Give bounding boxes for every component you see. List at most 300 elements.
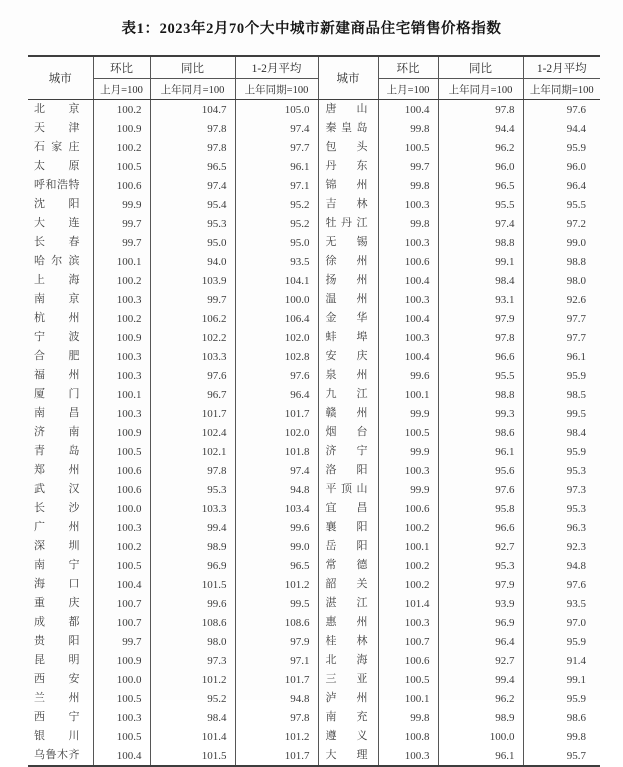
value-cell: 100.5 bbox=[93, 442, 150, 461]
value-cell: 100.4 bbox=[93, 746, 150, 766]
value-cell: 91.4 bbox=[523, 651, 600, 670]
city-cell bbox=[318, 461, 378, 480]
value-cell: 103.3 bbox=[150, 499, 235, 518]
value-cell: 102.2 bbox=[150, 328, 235, 347]
value-cell: 99.5 bbox=[523, 404, 600, 423]
value-cell: 99.8 bbox=[523, 727, 600, 746]
value-cell: 96.1 bbox=[235, 157, 318, 176]
value-cell: 100.8 bbox=[378, 727, 438, 746]
table-row bbox=[28, 518, 600, 537]
city-name: 福州 bbox=[34, 369, 80, 381]
value-cell: 98.0 bbox=[523, 271, 600, 290]
value-cell: 96.7 bbox=[150, 385, 235, 404]
city-name: 无锡 bbox=[325, 236, 368, 248]
value-cell: 98.4 bbox=[523, 423, 600, 442]
value-cell: 100.2 bbox=[93, 100, 150, 120]
value-cell: 99.6 bbox=[235, 518, 318, 537]
value-cell: 97.8 bbox=[235, 708, 318, 727]
city-name: 成都 bbox=[34, 616, 80, 628]
value-cell: 100.5 bbox=[378, 423, 438, 442]
city-cell bbox=[28, 366, 93, 385]
value-cell: 100.7 bbox=[378, 632, 438, 651]
value-cell: 97.2 bbox=[523, 214, 600, 233]
city-name: 扬州 bbox=[325, 274, 368, 286]
city-name: 烟台 bbox=[325, 426, 368, 438]
value-cell: 100.9 bbox=[93, 651, 150, 670]
value-cell: 98.0 bbox=[150, 632, 235, 651]
city-cell bbox=[28, 537, 93, 556]
value-cell: 100.3 bbox=[93, 366, 150, 385]
value-cell: 96.1 bbox=[438, 442, 523, 461]
value-cell: 100.3 bbox=[93, 347, 150, 366]
table-row bbox=[28, 233, 600, 252]
value-cell: 100.5 bbox=[378, 670, 438, 689]
table-row bbox=[28, 271, 600, 290]
value-cell: 108.6 bbox=[150, 613, 235, 632]
value-cell: 100.7 bbox=[93, 594, 150, 613]
value-cell: 106.4 bbox=[235, 309, 318, 328]
city-name: 宁波 bbox=[34, 331, 80, 343]
value-cell: 100.6 bbox=[378, 499, 438, 518]
value-cell: 97.9 bbox=[438, 309, 523, 328]
city-name: 秦皇岛 bbox=[325, 122, 368, 134]
city-cell bbox=[318, 537, 378, 556]
city-name: 上海 bbox=[34, 274, 80, 286]
city-cell bbox=[28, 309, 93, 328]
value-cell: 99.9 bbox=[378, 442, 438, 461]
table-row bbox=[28, 442, 600, 461]
value-cell: 95.9 bbox=[523, 689, 600, 708]
value-cell: 100.2 bbox=[378, 556, 438, 575]
city-cell bbox=[318, 385, 378, 404]
value-cell: 100.1 bbox=[378, 385, 438, 404]
value-cell: 96.4 bbox=[235, 385, 318, 404]
value-cell: 95.3 bbox=[150, 480, 235, 499]
city-cell bbox=[318, 214, 378, 233]
table-row bbox=[28, 670, 600, 689]
city-name: 牡丹江 bbox=[325, 217, 368, 229]
city-cell bbox=[318, 119, 378, 138]
value-cell: 93.1 bbox=[438, 290, 523, 309]
city-cell bbox=[28, 176, 93, 195]
table-row bbox=[28, 689, 600, 708]
value-cell: 99.0 bbox=[523, 233, 600, 252]
city-name: 宜昌 bbox=[325, 502, 368, 514]
value-cell: 95.4 bbox=[150, 195, 235, 214]
value-cell: 95.6 bbox=[438, 461, 523, 480]
city-cell bbox=[318, 328, 378, 347]
table-row bbox=[28, 290, 600, 309]
city-cell bbox=[318, 613, 378, 632]
table-row bbox=[28, 385, 600, 404]
city-cell bbox=[28, 499, 93, 518]
value-cell: 100.4 bbox=[378, 309, 438, 328]
value-cell: 100.6 bbox=[378, 252, 438, 271]
value-cell: 97.7 bbox=[523, 309, 600, 328]
table-row bbox=[28, 309, 600, 328]
value-cell: 97.9 bbox=[235, 632, 318, 651]
column-header-mom-right: 环比 bbox=[378, 56, 438, 79]
value-cell: 100.6 bbox=[378, 651, 438, 670]
table-row bbox=[28, 613, 600, 632]
value-cell: 95.0 bbox=[150, 233, 235, 252]
value-cell: 99.5 bbox=[235, 594, 318, 613]
value-cell: 100.4 bbox=[93, 575, 150, 594]
value-cell: 100.2 bbox=[378, 518, 438, 537]
value-cell: 101.4 bbox=[378, 594, 438, 613]
city-name: 海口 bbox=[34, 578, 80, 590]
value-cell: 97.1 bbox=[235, 651, 318, 670]
value-cell: 101.2 bbox=[150, 670, 235, 689]
city-name: 石家庄 bbox=[34, 141, 80, 153]
table-row bbox=[28, 499, 600, 518]
value-cell: 99.1 bbox=[523, 670, 600, 689]
value-cell: 96.0 bbox=[438, 157, 523, 176]
city-name: 太原 bbox=[34, 160, 80, 172]
value-cell: 97.6 bbox=[150, 366, 235, 385]
value-cell: 100.2 bbox=[93, 537, 150, 556]
price-index-table bbox=[28, 55, 600, 767]
value-cell: 99.9 bbox=[378, 404, 438, 423]
value-cell: 100.9 bbox=[93, 328, 150, 347]
value-cell: 96.1 bbox=[438, 746, 523, 766]
value-cell: 95.9 bbox=[523, 442, 600, 461]
city-cell bbox=[28, 632, 93, 651]
city-cell bbox=[28, 651, 93, 670]
value-cell: 94.8 bbox=[523, 556, 600, 575]
value-cell: 97.6 bbox=[438, 480, 523, 499]
value-cell: 96.6 bbox=[438, 347, 523, 366]
value-cell: 97.4 bbox=[235, 461, 318, 480]
table-row bbox=[28, 366, 600, 385]
value-cell: 100.5 bbox=[378, 138, 438, 157]
value-cell: 100.5 bbox=[93, 157, 150, 176]
value-cell: 101.5 bbox=[150, 746, 235, 766]
value-cell: 101.7 bbox=[235, 746, 318, 766]
header-row-sub bbox=[28, 79, 600, 100]
value-cell: 96.9 bbox=[150, 556, 235, 575]
value-cell: 100.3 bbox=[378, 461, 438, 480]
value-cell: 98.5 bbox=[523, 385, 600, 404]
city-name: 昆明 bbox=[34, 654, 80, 666]
value-cell: 97.8 bbox=[150, 138, 235, 157]
value-cell: 96.6 bbox=[438, 518, 523, 537]
value-cell: 97.9 bbox=[438, 575, 523, 594]
city-name: 沈阳 bbox=[34, 198, 80, 210]
column-header-avg-left: 1-2月平均 bbox=[235, 56, 318, 79]
value-cell: 100.3 bbox=[378, 290, 438, 309]
value-cell: 99.8 bbox=[378, 214, 438, 233]
value-cell: 94.8 bbox=[235, 689, 318, 708]
city-cell bbox=[318, 252, 378, 271]
value-cell: 100.1 bbox=[378, 689, 438, 708]
value-cell: 98.8 bbox=[523, 252, 600, 271]
city-name: 兰州 bbox=[34, 692, 80, 704]
subheader-avg-left: 上年同期=100 bbox=[235, 79, 318, 100]
city-name: 银川 bbox=[34, 730, 80, 742]
value-cell: 104.7 bbox=[150, 100, 235, 120]
value-cell: 95.5 bbox=[438, 195, 523, 214]
city-name: 长春 bbox=[34, 236, 80, 248]
city-cell bbox=[28, 518, 93, 537]
value-cell: 96.9 bbox=[438, 613, 523, 632]
city-cell bbox=[318, 575, 378, 594]
value-cell: 95.7 bbox=[523, 746, 600, 766]
table-row bbox=[28, 328, 600, 347]
value-cell: 100.5 bbox=[93, 556, 150, 575]
city-cell bbox=[28, 423, 93, 442]
city-name: 泉州 bbox=[325, 369, 368, 381]
value-cell: 100.3 bbox=[378, 746, 438, 766]
city-cell bbox=[28, 157, 93, 176]
value-cell: 97.6 bbox=[235, 366, 318, 385]
value-cell: 95.8 bbox=[438, 499, 523, 518]
city-cell bbox=[318, 499, 378, 518]
city-cell bbox=[318, 708, 378, 727]
city-cell bbox=[28, 119, 93, 138]
value-cell: 103.4 bbox=[235, 499, 318, 518]
value-cell: 103.3 bbox=[150, 347, 235, 366]
value-cell: 95.3 bbox=[438, 556, 523, 575]
subheader-yoy-right: 上年同月=100 bbox=[438, 79, 523, 100]
value-cell: 100.5 bbox=[93, 727, 150, 746]
value-cell: 100.9 bbox=[93, 119, 150, 138]
value-cell: 101.7 bbox=[235, 404, 318, 423]
city-name: 岳阳 bbox=[325, 540, 368, 552]
value-cell: 97.7 bbox=[523, 328, 600, 347]
value-cell: 99.9 bbox=[378, 480, 438, 499]
value-cell: 100.3 bbox=[378, 328, 438, 347]
value-cell: 102.8 bbox=[235, 347, 318, 366]
value-cell: 100.3 bbox=[93, 518, 150, 537]
city-cell bbox=[318, 404, 378, 423]
city-name: 南充 bbox=[325, 711, 368, 723]
value-cell: 100.3 bbox=[93, 290, 150, 309]
city-cell bbox=[318, 670, 378, 689]
value-cell: 100.5 bbox=[93, 689, 150, 708]
value-cell: 99.4 bbox=[150, 518, 235, 537]
value-cell: 99.7 bbox=[378, 157, 438, 176]
value-cell: 100.3 bbox=[378, 613, 438, 632]
city-cell bbox=[28, 670, 93, 689]
city-cell bbox=[28, 347, 93, 366]
city-cell bbox=[28, 214, 93, 233]
city-cell bbox=[318, 689, 378, 708]
table-row bbox=[28, 100, 600, 120]
city-cell bbox=[28, 575, 93, 594]
value-cell: 92.7 bbox=[438, 651, 523, 670]
value-cell: 92.6 bbox=[523, 290, 600, 309]
value-cell: 96.0 bbox=[523, 157, 600, 176]
city-name: 南京 bbox=[34, 293, 80, 305]
table-header bbox=[28, 56, 600, 100]
table-row bbox=[28, 556, 600, 575]
city-cell bbox=[28, 594, 93, 613]
city-cell bbox=[318, 423, 378, 442]
value-cell: 97.4 bbox=[235, 119, 318, 138]
value-cell: 97.3 bbox=[150, 651, 235, 670]
value-cell: 99.8 bbox=[378, 708, 438, 727]
value-cell: 99.7 bbox=[150, 290, 235, 309]
city-cell bbox=[28, 480, 93, 499]
value-cell: 96.1 bbox=[523, 347, 600, 366]
value-cell: 95.3 bbox=[523, 499, 600, 518]
city-name: 湛江 bbox=[325, 597, 368, 609]
table-row bbox=[28, 176, 600, 195]
value-cell: 101.8 bbox=[235, 442, 318, 461]
table-row bbox=[28, 594, 600, 613]
city-cell bbox=[28, 708, 93, 727]
value-cell: 102.4 bbox=[150, 423, 235, 442]
table-row bbox=[28, 423, 600, 442]
table-row bbox=[28, 632, 600, 651]
value-cell: 95.0 bbox=[235, 233, 318, 252]
value-cell: 99.7 bbox=[93, 233, 150, 252]
city-name: 安庆 bbox=[325, 350, 368, 362]
city-name: 北海 bbox=[325, 654, 368, 666]
value-cell: 100.3 bbox=[93, 708, 150, 727]
value-cell: 95.2 bbox=[235, 195, 318, 214]
city-name: 南宁 bbox=[34, 559, 80, 571]
city-name: 韶关 bbox=[325, 578, 368, 590]
value-cell: 95.5 bbox=[438, 366, 523, 385]
value-cell: 95.9 bbox=[523, 632, 600, 651]
city-cell bbox=[318, 746, 378, 766]
value-cell: 100.1 bbox=[93, 252, 150, 271]
header-row-main bbox=[28, 56, 600, 79]
value-cell: 95.3 bbox=[523, 461, 600, 480]
city-name: 大理 bbox=[325, 749, 368, 761]
city-cell bbox=[28, 252, 93, 271]
city-cell bbox=[318, 366, 378, 385]
value-cell: 99.7 bbox=[93, 632, 150, 651]
value-cell: 100.0 bbox=[93, 670, 150, 689]
city-cell bbox=[28, 385, 93, 404]
city-cell bbox=[28, 290, 93, 309]
city-name: 武汉 bbox=[34, 483, 80, 495]
value-cell: 98.4 bbox=[150, 708, 235, 727]
city-cell bbox=[28, 442, 93, 461]
city-cell bbox=[28, 404, 93, 423]
city-cell bbox=[318, 651, 378, 670]
column-header-yoy-right: 同比 bbox=[438, 56, 523, 79]
city-name: 郑州 bbox=[34, 464, 80, 476]
column-header-yoy-left: 同比 bbox=[150, 56, 235, 79]
value-cell: 98.9 bbox=[150, 537, 235, 556]
city-name: 唐山 bbox=[325, 103, 368, 115]
city-cell bbox=[318, 480, 378, 499]
value-cell: 99.9 bbox=[93, 195, 150, 214]
table-row bbox=[28, 575, 600, 594]
subheader-yoy-left: 上年同月=100 bbox=[150, 79, 235, 100]
value-cell: 92.3 bbox=[523, 537, 600, 556]
city-name: 大连 bbox=[34, 217, 80, 229]
city-name: 贵阳 bbox=[34, 635, 80, 647]
value-cell: 97.0 bbox=[523, 613, 600, 632]
value-cell: 97.6 bbox=[523, 575, 600, 594]
value-cell: 100.0 bbox=[235, 290, 318, 309]
value-cell: 100.9 bbox=[93, 423, 150, 442]
city-cell bbox=[318, 195, 378, 214]
city-name: 深圳 bbox=[34, 540, 80, 552]
value-cell: 92.7 bbox=[438, 537, 523, 556]
table-row bbox=[28, 214, 600, 233]
table-row bbox=[28, 347, 600, 366]
city-cell bbox=[28, 328, 93, 347]
city-cell bbox=[318, 157, 378, 176]
city-name: 金华 bbox=[325, 312, 368, 324]
value-cell: 101.4 bbox=[150, 727, 235, 746]
city-name: 丹东 bbox=[325, 160, 368, 172]
city-cell bbox=[318, 556, 378, 575]
city-cell bbox=[28, 233, 93, 252]
city-cell bbox=[318, 271, 378, 290]
city-cell bbox=[28, 689, 93, 708]
value-cell: 100.6 bbox=[93, 480, 150, 499]
city-cell bbox=[318, 347, 378, 366]
city-cell bbox=[28, 461, 93, 480]
value-cell: 97.8 bbox=[438, 328, 523, 347]
table-row bbox=[28, 195, 600, 214]
city-name: 洛阳 bbox=[325, 464, 368, 476]
city-name: 厦门 bbox=[34, 388, 80, 400]
city-name: 青岛 bbox=[34, 445, 80, 457]
city-name: 桂林 bbox=[325, 635, 368, 647]
city-cell bbox=[28, 727, 93, 746]
value-cell: 98.6 bbox=[438, 423, 523, 442]
value-cell: 95.9 bbox=[523, 366, 600, 385]
city-name: 襄阳 bbox=[325, 521, 368, 533]
value-cell: 99.0 bbox=[235, 537, 318, 556]
value-cell: 94.8 bbox=[235, 480, 318, 499]
city-cell bbox=[318, 632, 378, 651]
value-cell: 98.8 bbox=[438, 233, 523, 252]
value-cell: 95.2 bbox=[150, 689, 235, 708]
city-cell bbox=[28, 271, 93, 290]
value-cell: 97.8 bbox=[438, 100, 523, 120]
value-cell: 95.3 bbox=[150, 214, 235, 233]
city-cell bbox=[28, 746, 93, 766]
city-name: 重庆 bbox=[34, 597, 80, 609]
city-name: 天津 bbox=[34, 122, 80, 134]
city-cell bbox=[318, 442, 378, 461]
city-cell bbox=[28, 138, 93, 157]
value-cell: 101.5 bbox=[150, 575, 235, 594]
value-cell: 108.6 bbox=[235, 613, 318, 632]
value-cell: 93.5 bbox=[235, 252, 318, 271]
column-header-mom-left: 环比 bbox=[93, 56, 150, 79]
value-cell: 100.3 bbox=[378, 233, 438, 252]
table-row bbox=[28, 461, 600, 480]
value-cell: 100.0 bbox=[438, 727, 523, 746]
city-name: 乌鲁木齐 bbox=[34, 749, 80, 761]
city-cell bbox=[318, 233, 378, 252]
value-cell: 97.4 bbox=[438, 214, 523, 233]
city-name: 惠州 bbox=[325, 616, 368, 628]
city-cell bbox=[318, 309, 378, 328]
city-name: 包头 bbox=[325, 141, 368, 153]
value-cell: 93.5 bbox=[523, 594, 600, 613]
value-cell: 100.2 bbox=[93, 309, 150, 328]
value-cell: 99.1 bbox=[438, 252, 523, 271]
value-cell: 99.6 bbox=[150, 594, 235, 613]
city-name: 哈尔滨 bbox=[34, 255, 80, 267]
table-row bbox=[28, 537, 600, 556]
table-row bbox=[28, 119, 600, 138]
table-row bbox=[28, 727, 600, 746]
value-cell: 104.1 bbox=[235, 271, 318, 290]
table-row bbox=[28, 157, 600, 176]
